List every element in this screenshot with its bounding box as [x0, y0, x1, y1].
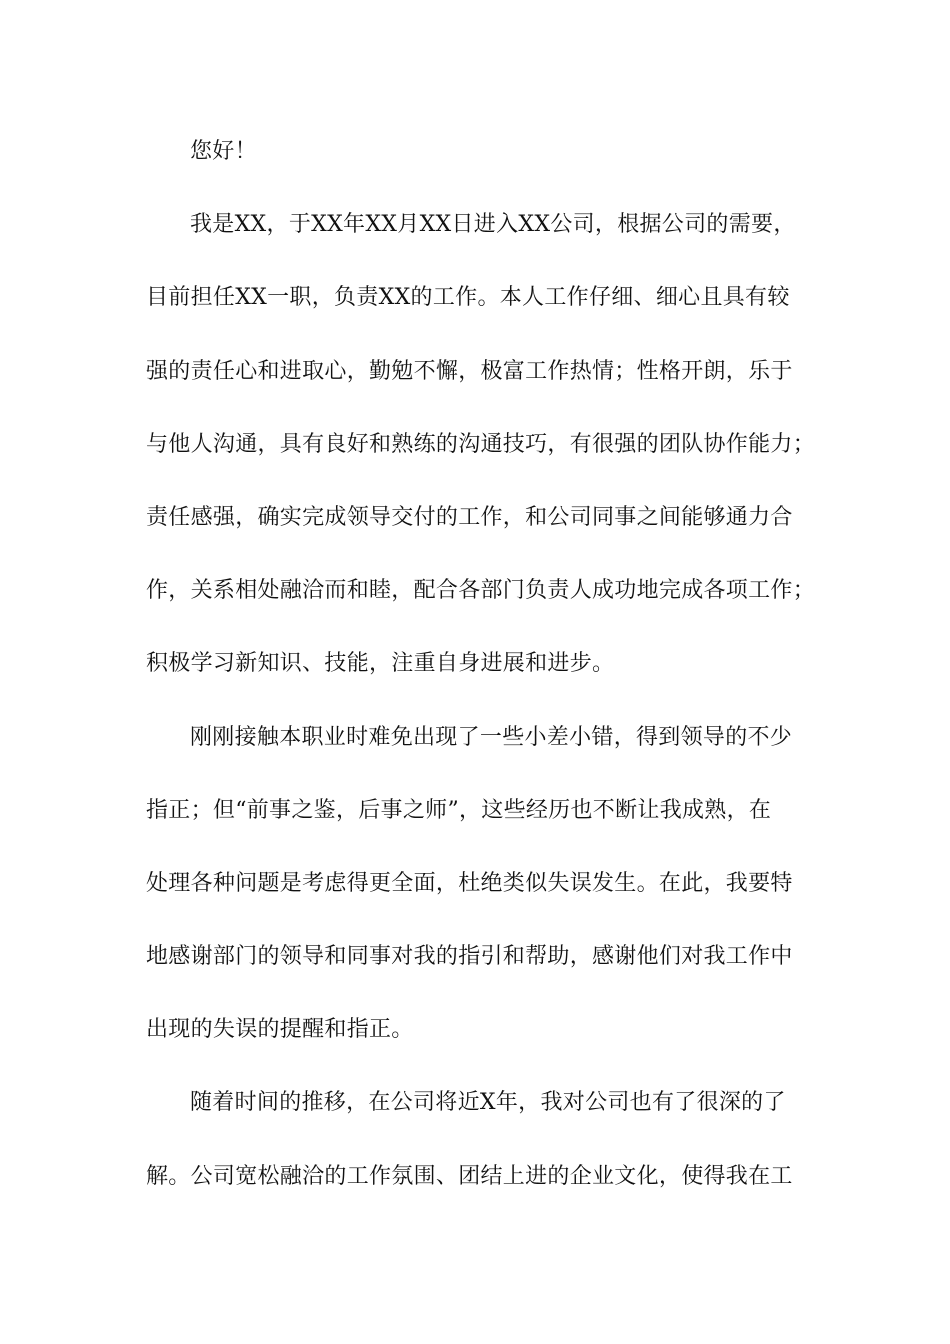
greeting-line: 您好！ — [190, 139, 257, 164]
paragraph-2-line-2: 指正；但“前事之鉴，后事之师”，这些经历也不断让我成熟，在 — [146, 797, 772, 823]
paragraph-1-line-7: 积极学习新知识、技能，注重自身进展和进步。 — [146, 651, 615, 677]
paragraph-2-line-1: 刚刚接触本职业时难免出现了一些小差小错，得到领导的不少 — [190, 724, 793, 750]
paragraph-1-line-4: 与他人沟通，具有良好和熟练的沟通技巧，有很强的团队协作能力； — [146, 431, 816, 457]
paragraph-3-line-1: 随着时间的推移，在公司将近X年，我对公司也有了很深的了 — [190, 1090, 786, 1116]
paragraph-2-line-5: 出现的失误的提醒和指正。 — [146, 1017, 414, 1043]
paragraph-2-line-4: 地感谢部门的领导和同事对我的指引和帮助，感谢他们对我工作中 — [146, 944, 793, 970]
paragraph-1-line-6: 作，关系相处融洽而和睦，配合各部门负责人成功地完成各项工作； — [146, 578, 816, 604]
paragraph-3-line-2: 解。公司宽松融洽的工作氛围、团结上进的企业文化，使得我在工 — [146, 1163, 793, 1189]
letter-body — [146, 130, 816, 1228]
paragraph-2-line-3: 处理各种问题是考虑得更全面，杜绝类似失误发生。在此，我要特 — [146, 870, 793, 896]
paragraph-1-line-2: 目前担任XX一职，负责XX的工作。本人工作仔细、细心且具有较 — [146, 285, 790, 311]
paragraph-1-line-1: 我是XX，于XX年XX月XX日进入XX公司，根据公司的需要， — [190, 212, 796, 238]
paragraph-1-line-3: 强的责任心和进取心，勤勉不懈，极富工作热情；性格开朗，乐于 — [146, 358, 793, 384]
paragraph-1-line-5: 责任感强，确实完成领导交付的工作，和公司同事之间能够通力合 — [146, 504, 793, 530]
